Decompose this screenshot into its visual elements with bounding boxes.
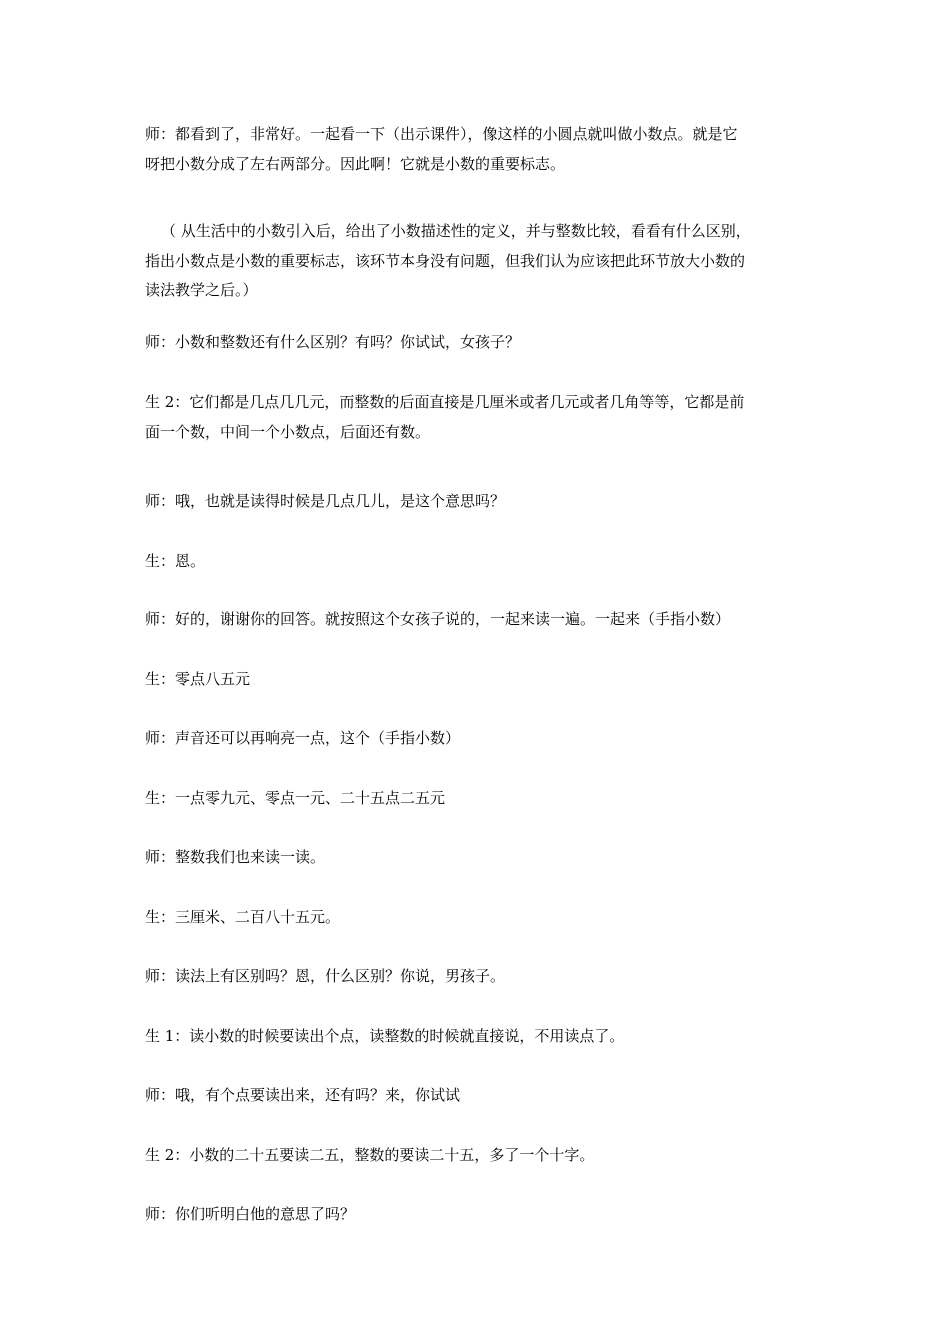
paragraph-student-read1	[145, 665, 809, 695]
text-line: 师：整数我们也来读一读。	[145, 848, 326, 866]
text-line: 师：哦，也就是读得时候是几点几儿，是这个意思吗？	[145, 492, 506, 510]
paragraph-teacher-confirm	[145, 487, 809, 517]
text-line: 生：一点零九元、零点一元、二十五点二五元	[145, 789, 446, 807]
text-line: 指出小数点是小数的重要标志，该环节本身没有问题，但我们认为应该把此环节放大小数的	[145, 251, 746, 270]
paragraph-student2-answer	[145, 388, 809, 447]
text-line: 师：小数和整数还有什么区别？有吗？你试试，女孩子？	[145, 333, 521, 351]
paragraph-student1-answer	[145, 1022, 809, 1052]
text-line: 呀把小数分成了左右两部分。因此啊！它就是小数的重要标志。	[145, 154, 566, 173]
text-line: 师：读法上有区别吗？恩，什么区别？你说，男孩子。	[145, 967, 506, 985]
text-line: （ 从生活中的小数引入后，给出了小数描述性的定义，并与整数比较，看看有什么区别，	[161, 222, 751, 240]
text-line: 师：好的，谢谢你的回答。就按照这个女孩子说的，一起来读一遍。一起来（手指小数）	[145, 610, 731, 628]
paragraph-teacher-question	[145, 328, 809, 358]
text-line: 生 2：小数的二十五要读二五，整数的要读二十五，多了一个十字。	[145, 1146, 595, 1164]
paragraph-student-agree	[145, 547, 809, 577]
text-line: 师：你们听明白他的意思了吗？	[145, 1205, 356, 1223]
paragraph-student2-twentyfive	[145, 1141, 809, 1171]
text-line: 师：哦，有个点要读出来，还有吗？来，你试试	[145, 1086, 461, 1104]
text-line: 师：声音还可以再响亮一点，这个（手指小数）	[145, 729, 461, 747]
text-line: 读法教学之后。）	[145, 281, 258, 299]
text-line: 面一个数，中间一个小数点，后面还有数。	[145, 422, 431, 441]
paragraph-student-read2	[145, 784, 809, 814]
paragraph-teacher-integers	[145, 843, 809, 873]
text-line: 生：恩。	[145, 552, 206, 570]
paragraph-teacher-read-together	[145, 605, 809, 635]
paragraph-commentary	[145, 217, 809, 306]
text-line: 师：都看到了，非常好。一起看一下（出示课件），像这样的小圆点就叫做小数点。就是它	[145, 125, 738, 143]
paragraph-teacher-louder	[145, 724, 809, 754]
text-line: 生：零点八五元	[145, 670, 251, 688]
text-line: 生：三厘米、二百八十五元。	[145, 908, 341, 926]
paragraph-teacher-difference	[145, 962, 809, 992]
text-line: 生 2：它们都是几点几几元，而整数的后面直接是几厘米或者几元或者几角等等，它都是前	[145, 393, 745, 411]
paragraph-teacher-decimal-point	[145, 120, 809, 179]
text-line: 生 1：读小数的时候要读出个点，读整数的时候就直接说，不用读点了。	[145, 1027, 625, 1045]
paragraph-student-read-integers	[145, 903, 809, 933]
paragraph-teacher-more	[145, 1081, 809, 1111]
paragraph-teacher-understand	[145, 1200, 809, 1230]
